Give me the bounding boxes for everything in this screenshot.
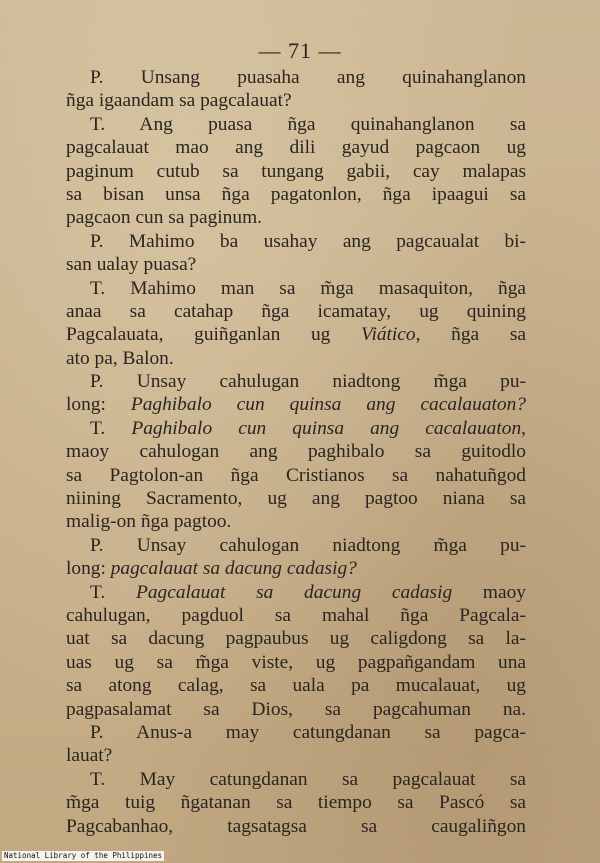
text-line xyxy=(66,651,526,674)
text-segment: uat sa dacung pagpaubus ug caligdong sa la- xyxy=(66,628,526,650)
text-line xyxy=(66,604,526,627)
text-segment: paginum cutub sa tungang gabii, cay malapas xyxy=(66,160,526,182)
text-segment: uas ug sa m̃ga viste, ug pagpañgandam una xyxy=(66,651,526,673)
text-segment: pagpasalamat sa Dios, sa pagcahuman na. xyxy=(66,698,526,720)
text-line xyxy=(66,698,526,721)
text-segment: maoy xyxy=(452,581,526,603)
text-segment: T. Ang puasa ñga quinahanglanon sa xyxy=(90,113,526,135)
text-segment: m̃ga tuig ñgatanan sa tiempo sa Pascó sa xyxy=(66,792,526,814)
italic-phrase: pagcalauat sa dacung cadasig? xyxy=(110,558,357,580)
text-segment: sa Pagtolon-an ñga Cristianos sa nahatuñgod xyxy=(66,464,526,486)
text-segment: sa bisan unsa ñga pagatonlon, ñga ipaagui sa xyxy=(66,183,526,205)
italic-phrase: Viático xyxy=(361,324,416,346)
text-segment: P. Unsay cahulugan niadtong m̃ga pu- xyxy=(90,371,526,393)
text-line xyxy=(66,627,526,650)
text-line xyxy=(66,744,526,767)
text-line xyxy=(66,721,526,744)
text-line xyxy=(66,674,526,697)
text-segment: niining Sacramento, ug ang pagtoo niana sa xyxy=(66,488,526,510)
text-segment: Pagcalauata, guiñganlan ug xyxy=(66,324,362,346)
text-segment: cahulugan, pagduol sa mahal ñga Pagcala- xyxy=(66,604,526,626)
text-segment: sa atong calag, sa uala pa mucalauat, ug xyxy=(66,675,526,697)
text-line xyxy=(66,534,526,557)
italic-phrase: Paghibalo cun quinsa ang cacalauaton, xyxy=(131,417,526,439)
text-segment: pagcaon cun sa paginum. xyxy=(66,207,262,229)
text-segment: T. Mahimo man sa m̃ga masaquiton, ñga xyxy=(90,277,526,299)
text-line xyxy=(66,347,526,370)
text-segment: P. Mahimo ba usahay ang pagcaualat bi- xyxy=(90,230,526,252)
italic-phrase: Pagcalauat sa dacung cadasig xyxy=(135,581,453,603)
text-segment: P. Unsay cahulogan niadtong m̃ga pu- xyxy=(90,534,526,556)
text-segment: lauat? xyxy=(66,745,113,767)
text-segment: malig-on ñga pagtoo. xyxy=(66,511,232,533)
text-line xyxy=(66,487,526,510)
text-line xyxy=(66,66,526,89)
text-line xyxy=(66,440,526,463)
text-line xyxy=(66,768,526,791)
text-segment: Pagcabanhao, tagsatagsa sa caugaliñgon xyxy=(66,815,526,837)
page-number: — 71 — xyxy=(258,38,342,63)
text-line xyxy=(66,206,526,229)
text-segment: san ualay puasa? xyxy=(66,254,197,276)
catechism-text xyxy=(66,66,526,838)
text-segment: anaa sa catahap ñga icamatay, ug quining xyxy=(66,300,526,322)
library-watermark: National Library of the Philippines xyxy=(4,851,163,860)
italic-phrase: Paghibalo cun quinsa ang cacalauaton? xyxy=(130,394,526,416)
text-line xyxy=(66,230,526,253)
text-line xyxy=(66,417,526,440)
text-line xyxy=(66,393,526,416)
text-line xyxy=(66,464,526,487)
text-segment: long: xyxy=(66,558,111,580)
text-line xyxy=(66,113,526,136)
text-segment: ato pa, Balon. xyxy=(66,347,174,369)
text-line xyxy=(66,300,526,323)
text-segment: , ñga sa xyxy=(415,324,526,346)
text-segment: T. xyxy=(90,417,132,439)
text-line xyxy=(66,510,526,533)
text-line xyxy=(66,183,526,206)
text-segment: P. Unsang puasaha ang quinahanglanon xyxy=(90,67,526,88)
text-line xyxy=(66,160,526,183)
text-segment: T. xyxy=(90,581,136,603)
text-segment: T. May catungdanan sa pagcalauat sa xyxy=(90,768,526,790)
text-line xyxy=(66,370,526,393)
text-line xyxy=(66,815,526,838)
text-line xyxy=(66,136,526,159)
text-line xyxy=(66,253,526,276)
text-line xyxy=(66,581,526,604)
text-segment: P. Anus-a may catungdanan sa pagca- xyxy=(90,721,526,743)
text-line xyxy=(66,557,526,580)
text-line xyxy=(66,791,526,814)
text-segment: ñga igaandam sa pagcalauat? xyxy=(66,90,292,112)
text-segment: long: xyxy=(66,394,131,416)
text-segment: maoy cahulogan ang paghibalo sa guitodlo xyxy=(66,441,526,463)
text-line xyxy=(66,89,526,112)
text-line xyxy=(66,323,526,346)
text-line xyxy=(66,277,526,300)
text-segment: pagcalauat mao ang dili gayud pagcaon ug xyxy=(66,137,526,159)
